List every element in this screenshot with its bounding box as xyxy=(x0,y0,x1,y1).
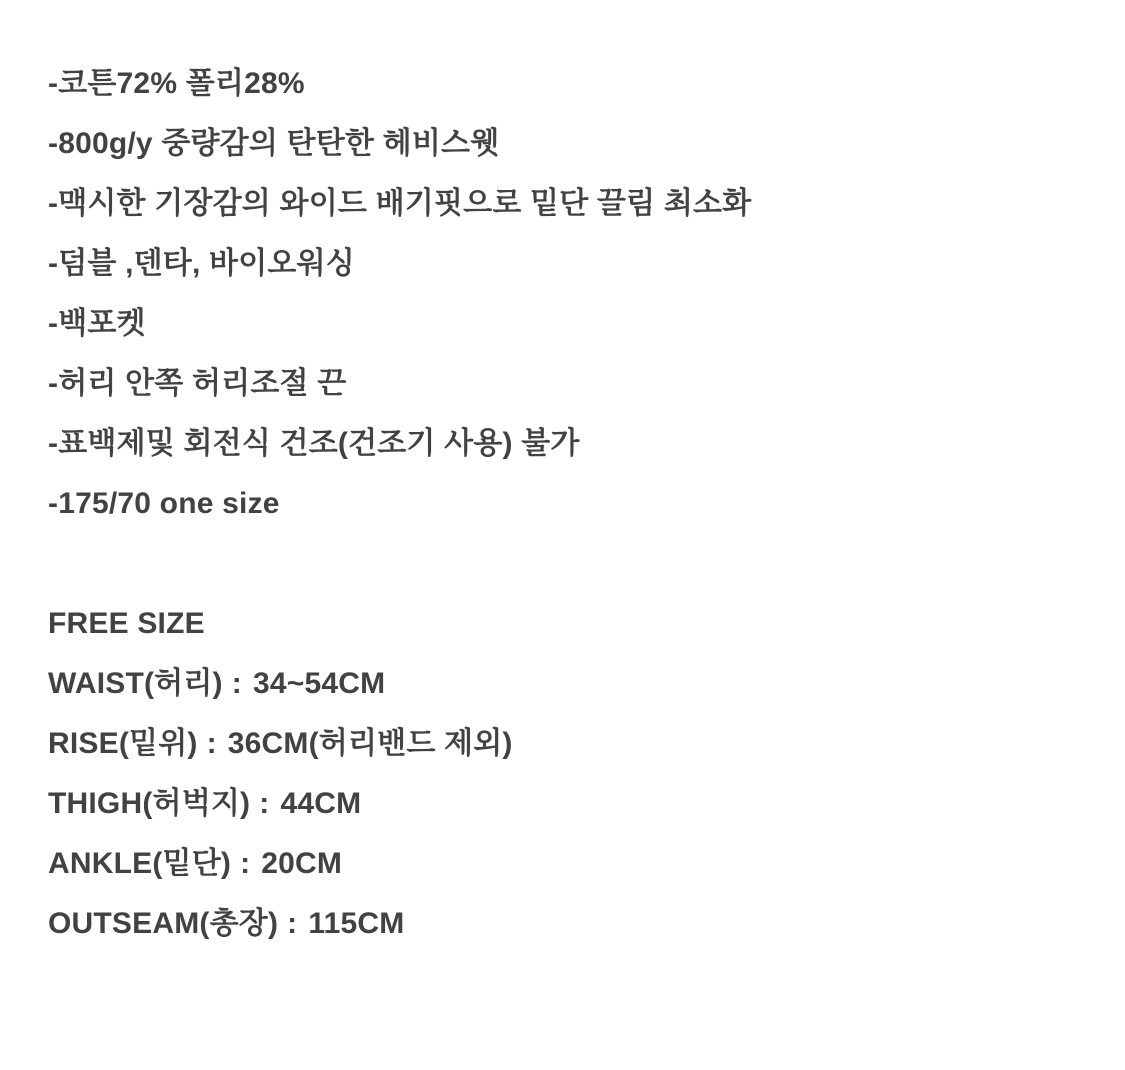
detail-line-weight: -800g/y 중량감의 탄탄한 헤비스웻 xyxy=(48,127,500,160)
measurement-separator: : xyxy=(287,907,298,940)
measurement-separator: : xyxy=(240,847,251,880)
detail-line-waist-string: -허리 안쪽 허리조절 끈 xyxy=(48,367,347,400)
measurement-row-ankle xyxy=(48,834,1095,894)
measurement-value: 44CM xyxy=(280,787,362,820)
measurement-label: OUTSEAM(총장) xyxy=(48,907,279,940)
detail-line-model-size: -175/70 one size xyxy=(48,487,280,520)
measurement-value: 20CM xyxy=(261,847,343,880)
measurement-label: WAIST(허리) xyxy=(48,667,223,700)
measurement-row-rise xyxy=(48,714,1095,774)
detail-line-washing: -덤블 ,덴타, 바이오워싱 xyxy=(48,247,355,280)
detail-line-fabric: -코튼72% 폴리28% xyxy=(48,67,305,100)
product-detail-list xyxy=(48,54,1095,534)
measurement-label: ANKLE(밑단) xyxy=(48,847,232,880)
size-title: FREE SIZE xyxy=(48,607,205,640)
measurement-separator: : xyxy=(231,667,242,700)
measurement-value: 36CM(허리밴드 제외) xyxy=(227,727,513,760)
measurement-separator: : xyxy=(259,787,270,820)
measurement-row-outseam xyxy=(48,894,1095,954)
measurement-value: 34~54CM xyxy=(252,667,386,700)
measurement-row-waist xyxy=(48,654,1095,714)
measurement-row-thigh xyxy=(48,774,1095,834)
size-info xyxy=(48,594,1095,954)
measurement-label: THIGH(허벅지) xyxy=(48,787,251,820)
detail-line-care: -표백제및 회전식 건조(건조기 사용) 불가 xyxy=(48,427,580,460)
detail-line-pocket: -백포켓 xyxy=(48,307,146,340)
detail-line-fit: -맥시한 기장감의 와이드 배기핏으로 밑단 끌림 최소화 xyxy=(48,187,752,220)
measurement-separator: : xyxy=(206,727,217,760)
measurement-value: 115CM xyxy=(308,907,405,940)
measurement-label: RISE(밑위) xyxy=(48,727,198,760)
